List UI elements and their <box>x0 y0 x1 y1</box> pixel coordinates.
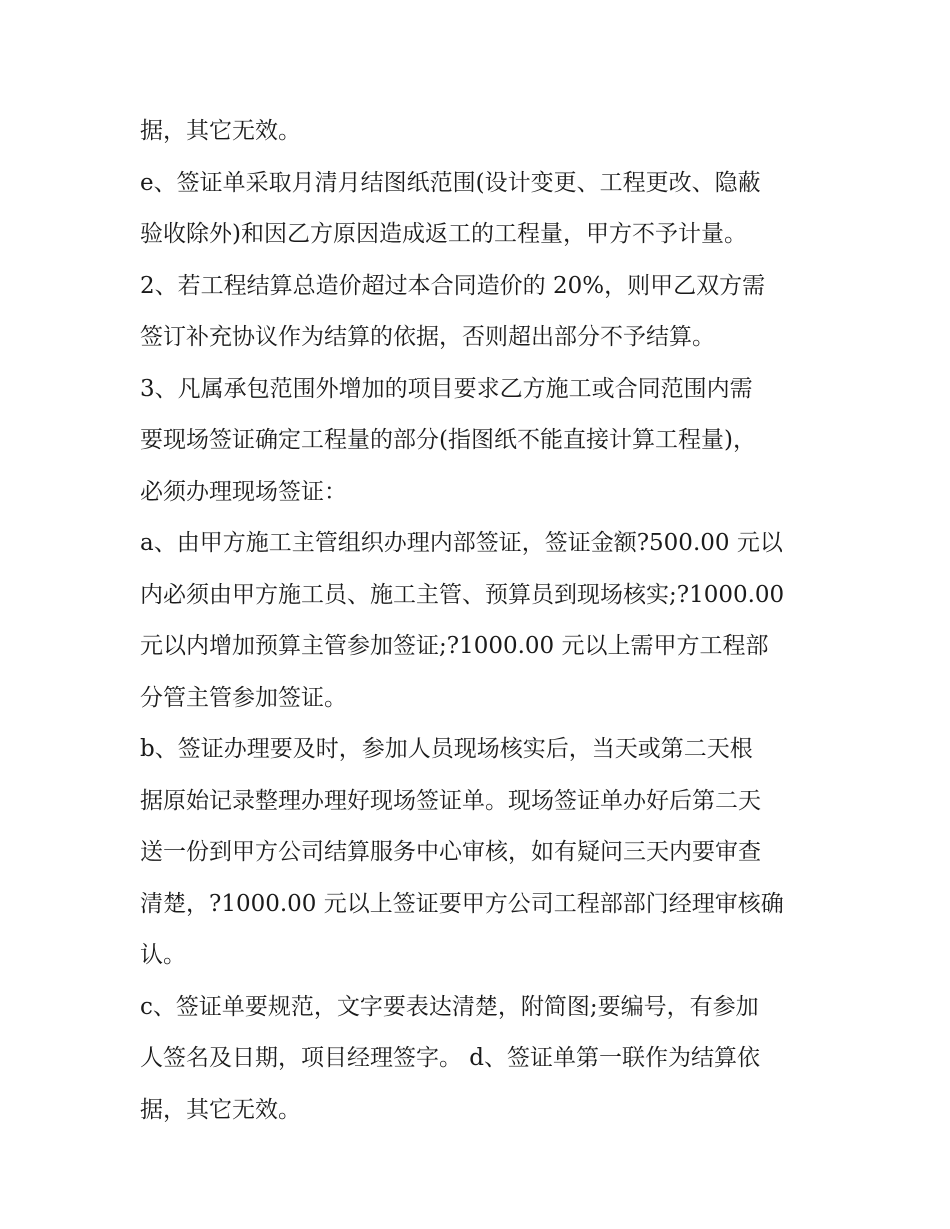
text-line: 要现场签证确定工程量的部分(指图纸不能直接计算工程量)， <box>140 427 756 453</box>
text-line: 清楚，?1000.00 元以上签证要甲方公司工程部部门经理审核确 <box>140 890 784 917</box>
text-line: 据，其它无效。 <box>140 118 301 144</box>
text-line: 人签名及日期，项目经理签字。 d、签证单第一联作为结算依 <box>140 1045 761 1071</box>
text-line: 2、若工程结算总造价超过本合同造价的 20%，则甲乙双方需 <box>140 272 766 299</box>
document-body <box>140 106 820 1136</box>
text-line: c、签证单要规范，文字要表达清楚，附简图;要编号，有参加 <box>140 993 759 1020</box>
text-line: e、签证单采取月清月结图纸范围(设计变更、工程更改、隐蔽 <box>140 169 761 196</box>
text-line: 元以内增加预算主管参加签证;?1000.00 元以上需甲方工程部 <box>140 633 769 659</box>
text-line: 签订补充协议作为结算的依据，否则超出部分不予结算。 <box>140 324 715 350</box>
text-line: 3、凡属承包范围外增加的项目要求乙方施工或合同范围内需 <box>140 375 753 402</box>
text-line: 内必须由甲方施工员、施工主管、预算员到现场核实;?1000.00 <box>140 581 785 608</box>
text-line: 分管主管参加签证。 <box>140 684 347 711</box>
text-line: 据，其它无效。 <box>140 1096 301 1123</box>
text-line: 验收除外)和因乙方原因造成返工的工程量，甲方不予计量。 <box>140 221 747 247</box>
text-line: 认。 <box>140 942 186 968</box>
text-line: 据原始记录整理办理好现场签证单。现场签证单办好后第二天 <box>140 787 761 814</box>
text-line: 必须办理现场签证： <box>140 478 347 505</box>
text-line: b、签证办理要及时，参加人员现场核实后，当天或第二天根 <box>140 736 753 762</box>
text-line: a、由甲方施工主管组织办理内部签证，签证金额?500.00 元以 <box>140 530 783 556</box>
text-line: 送一份到甲方公司结算服务中心审核，如有疑问三天内要审查 <box>140 839 761 865</box>
